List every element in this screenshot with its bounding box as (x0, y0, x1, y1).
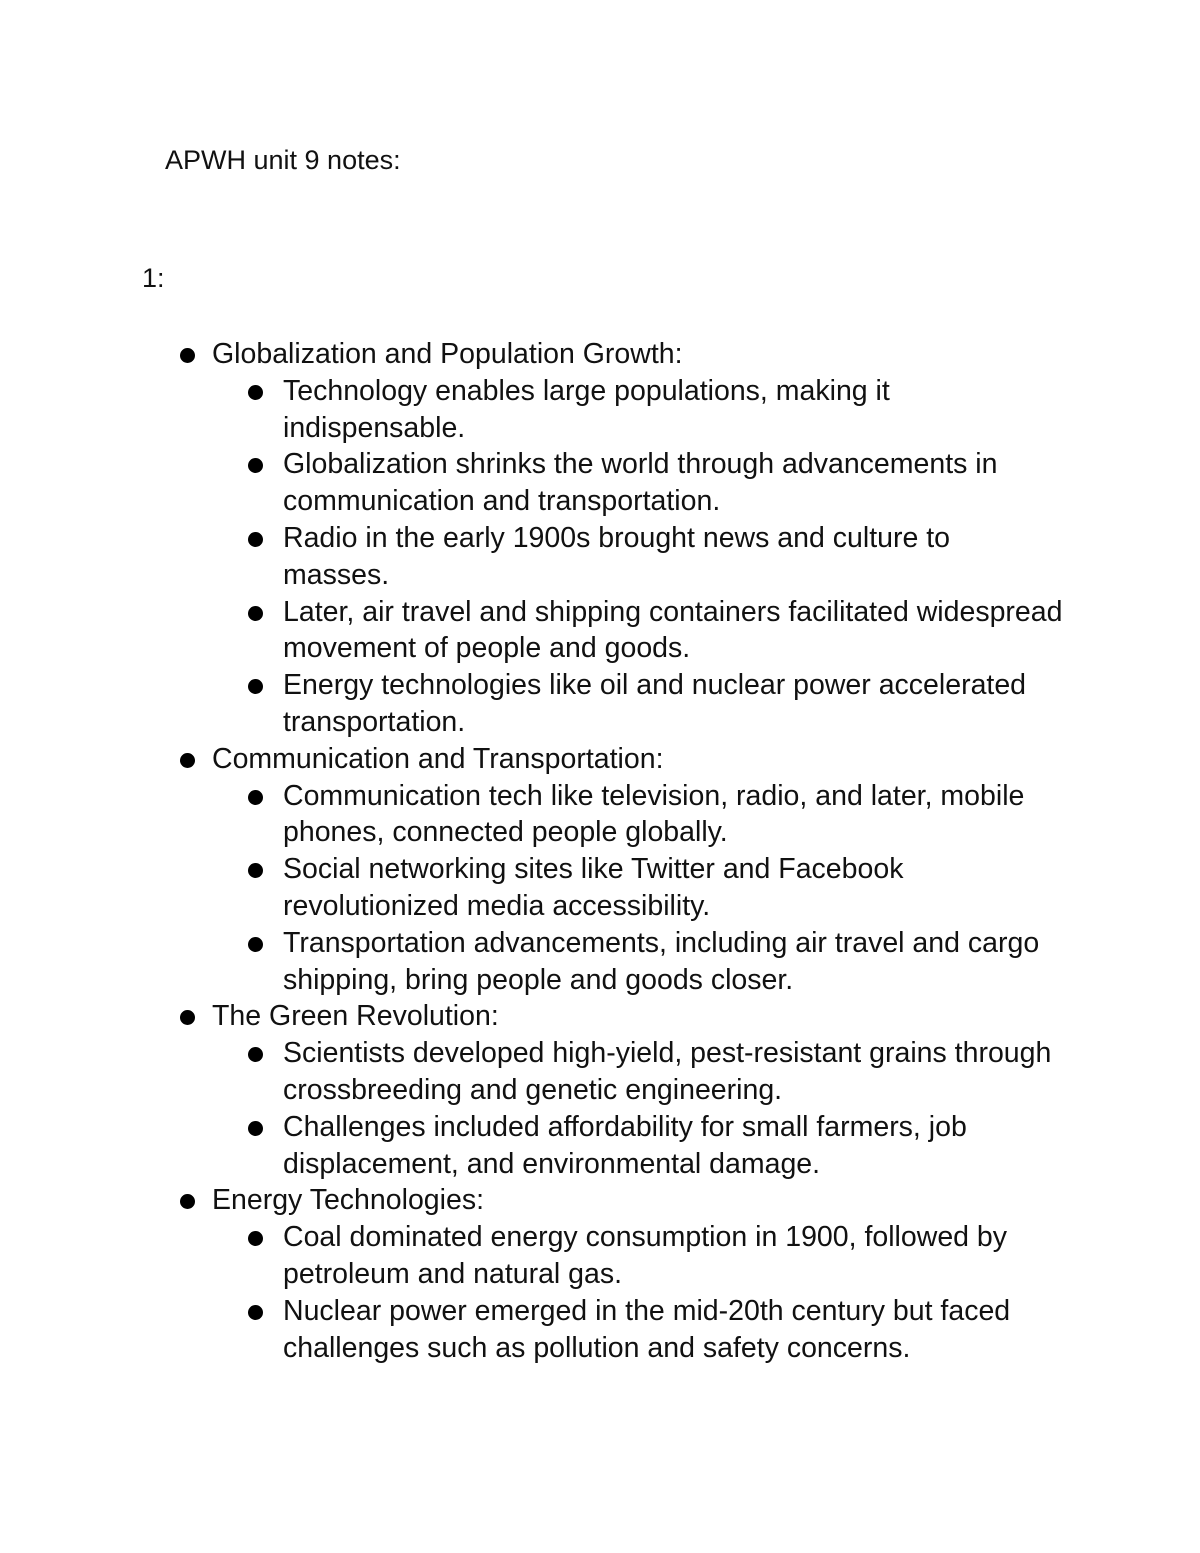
point-text: Challenges included affordability for small farmers, job displacement, and environmental damage. (283, 1110, 967, 1180)
topic-heading: Energy Technologies: (212, 1184, 484, 1217)
point-text: Globalization shrinks the world through advancements in communication and transportation. (283, 448, 998, 518)
bullet-icon (248, 1047, 263, 1062)
list-item (283, 1035, 1063, 1109)
bullet-icon (248, 385, 263, 400)
topic-item (0, 741, 1072, 999)
bullet-icon (248, 532, 263, 547)
notes-outline (0, 336, 1200, 1366)
bullet-icon (248, 679, 263, 694)
topic-points (212, 1035, 1072, 1182)
bullet-icon (248, 1121, 263, 1136)
topic-item (0, 336, 1072, 741)
list-item (283, 1219, 1063, 1293)
bullet-icon (180, 348, 195, 363)
bullet-icon (248, 863, 263, 878)
list-item (283, 1109, 1063, 1183)
bullet-icon (180, 1194, 195, 1209)
point-text: Later, air travel and shipping containers facilitated widespread movement of people and goods. (283, 595, 1063, 665)
list-item (283, 778, 1063, 852)
topic-points (212, 373, 1072, 741)
bullet-icon (248, 1305, 263, 1320)
topic-heading: The Green Revolution: (212, 1000, 499, 1033)
point-text: Social networking sites like Twitter and Facebook revolutionized media accessibility. (283, 853, 904, 922)
list-item (283, 667, 1063, 741)
point-text: Scientists developed high-yield, pest-resistant grains through crossbreeding and genetic engineering. (283, 1037, 1052, 1106)
topic-item (0, 998, 1072, 1182)
topic-points (212, 778, 1072, 999)
bullet-icon (248, 790, 263, 805)
list-item (283, 1293, 1063, 1367)
point-text: Coal dominated energy consumption in 1900, followed by petroleum and natural gas. (283, 1221, 1008, 1290)
point-text: Communication tech like television, radio, and later, mobile phones, connected people globally. (283, 779, 1025, 849)
point-text: Transportation advancements, including air travel and cargo shipping, bring people and goods closer. (283, 926, 1040, 996)
point-text: Energy technologies like oil and nuclear power accelerated transportation. (283, 669, 1027, 738)
bullet-icon (248, 458, 263, 473)
document-title: APWH unit 9 notes: (165, 145, 401, 175)
topic-heading: Communication and Transportation: (212, 742, 664, 775)
bullet-icon (180, 753, 195, 768)
list-item (283, 520, 1063, 594)
bullet-icon (180, 1010, 195, 1025)
list-item (283, 925, 1063, 999)
list-item (283, 373, 1063, 447)
section-number: 1: (142, 263, 165, 293)
bullet-icon (248, 937, 263, 952)
list-item (283, 851, 1063, 925)
point-text: Radio in the early 1900s brought news and culture to masses. (283, 521, 951, 591)
topic-heading: Globalization and Population Growth: (212, 338, 683, 370)
bullet-icon (248, 1231, 263, 1246)
list-item (283, 594, 1063, 668)
topic-points (212, 1219, 1072, 1366)
point-text: Technology enables large populations, making it indispensable. (283, 374, 890, 444)
bullet-icon (248, 606, 263, 621)
point-text: Nuclear power emerged in the mid-20th century but faced challenges such as pollution and safety concerns. (283, 1294, 1011, 1364)
topic-item (0, 1182, 1072, 1366)
list-item (283, 446, 1063, 520)
